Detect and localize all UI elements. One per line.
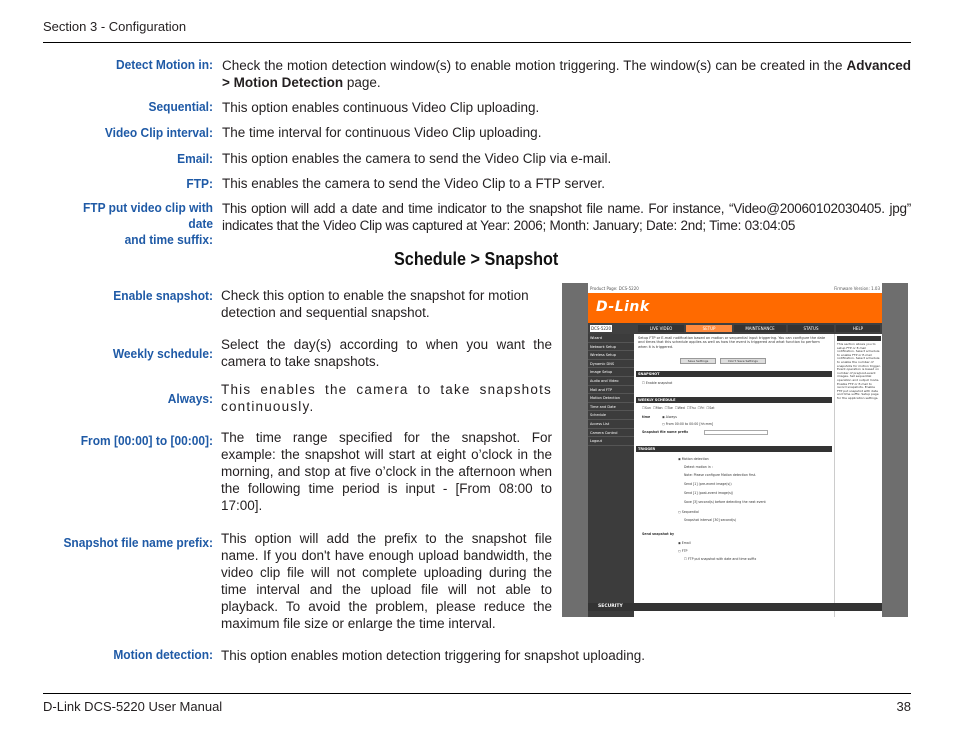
setup-main bbox=[634, 334, 834, 617]
sidebar-item-access-list[interactable]: Access List bbox=[588, 420, 634, 429]
sidebar-item-schedule[interactable]: Schedule bbox=[588, 411, 634, 420]
desc-from-to: The time range specified for the snapshot. For example: the snapshot will start at eight o’clock in the morning, and stop at five o’clock in the afternoon when the following time period is input - [From 08:00 to 17:00]. bbox=[221, 430, 552, 513]
motion-detection-radio[interactable]: ◉ Motion detection bbox=[678, 457, 709, 461]
desc-weekly-schedule: Select the day(s) according to when you want the camera to take snapshots. bbox=[221, 337, 552, 369]
sidebar-item-wireless[interactable]: Wireless Setup bbox=[588, 351, 634, 360]
trigger-bar: TRIGGER bbox=[636, 446, 832, 452]
post-event-row: Send [1] (post-event image(s)) bbox=[684, 491, 734, 495]
dont-save-button[interactable]: Don't Save Settings bbox=[720, 358, 766, 364]
footer-manual: D-Link DCS-5220 User Manual bbox=[43, 699, 223, 714]
motion-note: Note: Please configure Motion detection first. bbox=[684, 473, 757, 477]
term-always: Always: bbox=[167, 391, 213, 406]
security-bar: SECURITY bbox=[588, 603, 882, 611]
help-text: This section allows you to setup FTP or E-mail notification. Select schedule to enable FTP or E-mail notification. Select schedule to enable the number of snapshots for motion trigger. Event operation is based on number of pre/post-event images. Set sequential operation and output mode. Enable FTP or E-mail to record snapshots. Enable FTP put snapshot with date and time suffix. Setup page for the application settings. bbox=[837, 342, 881, 400]
page-number: 38 bbox=[896, 699, 911, 714]
day-checkboxes[interactable]: ☐Sun ☐Mon ☐Tue ☐Wed ☐Thu ☐Fri ☐Sat bbox=[642, 406, 715, 410]
term-motion-detection: Motion detection: bbox=[113, 647, 213, 662]
tab-maintenance[interactable]: MAINTENANCE bbox=[734, 325, 786, 332]
tab-status[interactable]: STATUS bbox=[788, 325, 834, 332]
term-video-clip-interval: Video Clip interval: bbox=[104, 125, 213, 140]
dlink-logo: D-Link bbox=[596, 299, 650, 315]
sidebar-item-time-date[interactable]: Time and Date bbox=[588, 403, 634, 412]
term-email: Email: bbox=[177, 151, 213, 166]
desc-sequential: This option enables continuous Video Clip uploading. bbox=[222, 100, 540, 115]
sidebar-item-network[interactable]: Network Setup bbox=[588, 343, 634, 352]
sidebar-item-ddns[interactable]: Dynamic DNS bbox=[588, 360, 634, 369]
sidebar-item-mail-ftp[interactable]: Mail and FTP bbox=[588, 386, 634, 395]
send-by-label: Send snapshot by bbox=[642, 532, 675, 536]
tab-help[interactable]: HELP bbox=[836, 325, 880, 332]
pre-event-row: Send [1] (pre-event image(s)) bbox=[684, 482, 732, 486]
email-radio[interactable]: ◉ Email bbox=[678, 541, 691, 545]
sidebar-item-image[interactable]: Image Setup bbox=[588, 368, 634, 377]
term-from-to: From [00:00] to [00:00]: bbox=[80, 433, 213, 448]
tab-setup[interactable]: SETUP bbox=[686, 325, 732, 332]
header-rule bbox=[43, 42, 911, 43]
term-ftp-put-video: FTP put video clip with date and time suffix: bbox=[82, 200, 213, 247]
prefix-input[interactable] bbox=[704, 430, 768, 435]
help-head bbox=[837, 336, 881, 341]
sidebar-item-wizard[interactable]: Wizard bbox=[588, 334, 634, 343]
from-to-radio[interactable]: ○ From 00:00 to 00:00 [hh:mm] bbox=[662, 422, 714, 426]
ftp-suffix-checkbox[interactable]: ☐ FTP put snapshot with date and time suffix bbox=[684, 557, 757, 561]
ftp-radio[interactable]: ○ FTP bbox=[678, 549, 688, 553]
snapshot-interval-row: Snapshot interval [30] second(s) bbox=[684, 518, 737, 522]
term-ftp: FTP: bbox=[186, 176, 213, 191]
sidebar-item-audio-video[interactable]: Audio and Video bbox=[588, 377, 634, 386]
footer-rule bbox=[43, 693, 911, 694]
detect-motion-in-label: Detect motion in : bbox=[684, 465, 713, 469]
screenshot-top-strip bbox=[588, 283, 882, 293]
section-header: Section 3 - Configuration bbox=[43, 19, 187, 34]
product-page-label: Product Page: DCS-5220 bbox=[590, 286, 639, 291]
sidebar-item-camera-control[interactable]: Camera Control bbox=[588, 429, 634, 438]
term-snapshot-prefix: Snapshot file name prefix: bbox=[63, 535, 214, 550]
setup-sidebar bbox=[588, 334, 634, 617]
intro-message: Setup FTP or E-mail notification based on motion or sequential input triggering. You can configure the date and times that this schedule applies as well as how the event is triggered and what function to perform when it is triggered. bbox=[638, 336, 826, 349]
enable-snapshot-checkbox[interactable]: ☐ Enable snapshot bbox=[642, 381, 673, 385]
desc-email: This option enables the camera to send the Video Clip via e-mail. bbox=[222, 151, 612, 166]
term-detect-motion: Detect Motion in: bbox=[115, 57, 213, 72]
save-settings-button[interactable]: Save Settings bbox=[680, 358, 716, 364]
section-title: Schedule > Snapshot bbox=[394, 249, 559, 269]
model-label: DCS-5220 bbox=[591, 326, 612, 331]
snapshot-bar: SNAPSHOT bbox=[636, 371, 832, 377]
term-weekly-schedule: Weekly schedule: bbox=[112, 346, 213, 361]
desc-ftp-put-video: This option will add a date and time indicator to the snapshot file name. For instance, “Video@20060102030405. jpg” indicates that the Video Clip was captured at Year: 2006; Month: January; Date: 2nd; Time: 03:04:05 bbox=[222, 201, 911, 233]
weekly-schedule-bar: WEEKLY SCHEDULE bbox=[636, 397, 832, 403]
term-sequential: Sequential: bbox=[148, 99, 213, 114]
tab-live-video[interactable]: LIVE VIDEO bbox=[638, 325, 684, 332]
top-nav bbox=[588, 323, 882, 334]
firmware-label: Firmware Version: 1.03 bbox=[834, 286, 880, 291]
dlink-banner bbox=[588, 293, 882, 323]
help-column bbox=[834, 334, 882, 617]
desc-motion-detection: This option enables motion detection triggering for snapshot uploading. bbox=[221, 648, 646, 663]
sidebar-item-motion[interactable]: Motion Detection bbox=[588, 394, 634, 403]
desc-enable-snapshot: Check this option to enable the snapshot for motion detection and sequential snapshot. bbox=[221, 288, 529, 320]
always-radio[interactable]: ◉ Always bbox=[662, 415, 677, 419]
desc-ftp: This enables the camera to send the Video Clip to a FTP server. bbox=[222, 176, 605, 191]
desc-always: This enables the camera to take snapshots continuously. bbox=[221, 382, 552, 414]
save-interval-row: Save [3] second(s) before detecting the next event bbox=[684, 500, 766, 504]
term-enable-snapshot: Enable snapshot: bbox=[113, 288, 213, 303]
snapshot-setup-screenshot bbox=[562, 283, 908, 617]
time-label: time bbox=[642, 415, 651, 419]
sidebar-item-logout[interactable]: Logout bbox=[588, 437, 634, 446]
prefix-label: Snapshot file name prefix bbox=[642, 430, 689, 434]
desc-snapshot-prefix: This option will add the prefix to the snapshot file name. If you don't have enough upload bandwidth, the video clip file will not complete uploading during the time interval and the upload file will not able to playback. To avoid the problem, please reduce the maximum file size or enlarge the time interval. bbox=[221, 531, 552, 631]
desc-video-clip-interval: The time interval for continuous Video Clip uploading. bbox=[222, 125, 542, 140]
desc-detect-motion: Check the motion detection window(s) to enable motion triggering. The window(s) can be created in the Advanced > Motion Detection page. bbox=[222, 58, 911, 90]
sequential-radio[interactable]: ○ Sequential bbox=[678, 510, 699, 514]
